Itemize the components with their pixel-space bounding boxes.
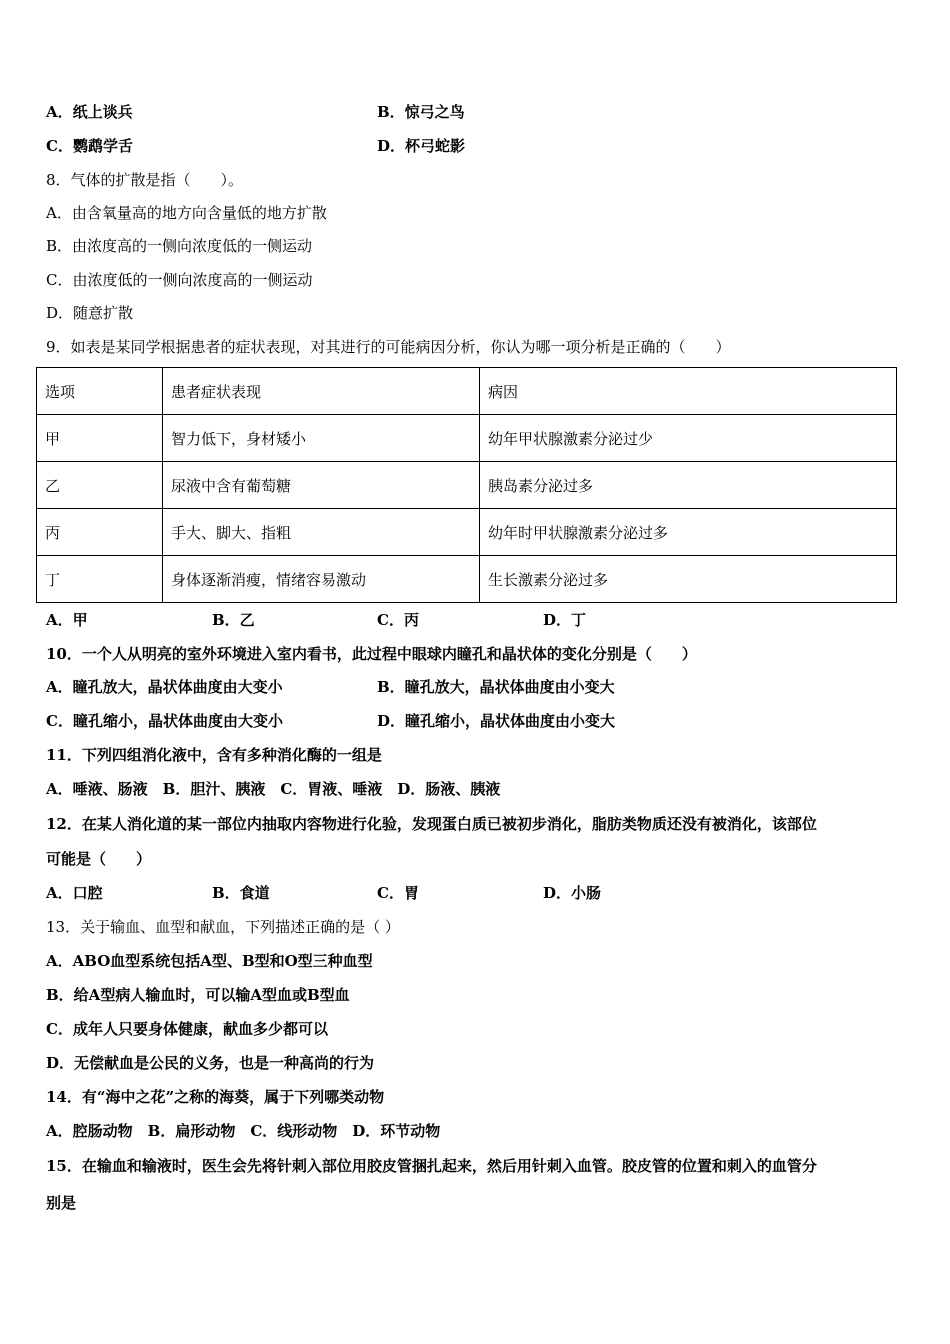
- q7-option-d: D．杯弓蛇影: [377, 137, 466, 155]
- q13-option-b: B．给A型病人输血时，可以输A型血或B型血: [46, 986, 350, 1004]
- q8-option-b: B．由浓度高的一侧向浓度低的一侧运动: [46, 237, 313, 255]
- q10-option-c: C．瞳孔缩小，晶状体曲度由大变小: [46, 712, 283, 730]
- table-cell: 丁: [37, 556, 163, 603]
- table-cell: 幼年甲状腺激素分泌过少: [480, 415, 897, 462]
- table-cell: 智力低下，身材矮小: [163, 415, 480, 462]
- q11-stem: 11．下列四组消化液中，含有多种消化酶的一组是: [46, 746, 382, 764]
- q9-option-a: A．甲: [46, 611, 88, 629]
- table-cell: 甲: [37, 415, 163, 462]
- table-row: [37, 462, 897, 509]
- table-cell: 生长激素分泌过多: [480, 556, 897, 603]
- q10-option-a: A．瞳孔放大，晶状体曲度由大变小: [46, 678, 283, 696]
- table-cell: 幼年时甲状腺激素分泌过多: [480, 509, 897, 556]
- q9-option-b: B．乙: [212, 611, 255, 629]
- table-header-row: [37, 368, 897, 415]
- q10-option-d: D．瞳孔缩小，晶状体曲度由小变大: [377, 712, 616, 730]
- q9-stem: 9．如表是某同学根据患者的症状表现，对其进行的可能病因分析，你认为哪一项分析是正确的（ ）: [46, 338, 731, 356]
- q7-option-c: C．鹦鹉学舌: [46, 137, 133, 155]
- q14-options: A．腔肠动物 B．扁形动物 C．线形动物 D．环节动物: [46, 1122, 441, 1140]
- table-header-cell: 病因: [480, 368, 897, 415]
- q14-stem: 14．有“海中之花”之称的海葵，属于下列哪类动物: [46, 1088, 385, 1106]
- table-row: [37, 509, 897, 556]
- q12-stem-line2: 可能是（ ）: [46, 850, 152, 868]
- table-header-cell: 选项: [37, 368, 163, 415]
- q13-stem: 13．关于输血、血型和献血，下列描述正确的是（ ）: [46, 918, 400, 936]
- table-row: [37, 415, 897, 462]
- q7-option-b: B．惊弓之鸟: [377, 103, 465, 121]
- table-row: [37, 556, 897, 603]
- table-cell: 胰岛素分泌过多: [480, 462, 897, 509]
- table-cell: 尿液中含有葡萄糖: [163, 462, 480, 509]
- table-cell: 丙: [37, 509, 163, 556]
- q10-option-b: B．瞳孔放大，晶状体曲度由小变大: [377, 678, 615, 696]
- q9-option-c: C．丙: [377, 611, 419, 629]
- q12-option-b: B．食道: [212, 884, 270, 902]
- q12-option-d: D．小肠: [543, 884, 602, 902]
- q7-option-a: A．纸上谈兵: [46, 103, 133, 121]
- table-cell: 身体逐渐消瘦，情绪容易激动: [163, 556, 480, 603]
- q13-option-c: C．成年人只要身体健康，献血多少都可以: [46, 1020, 328, 1038]
- q9-table: [36, 367, 897, 603]
- q8-option-c: C．由浓度低的一侧向浓度高的一侧运动: [46, 271, 313, 289]
- q12-option-c: C．胃: [377, 884, 419, 902]
- table-cell: 手大、脚大、指粗: [163, 509, 480, 556]
- q15-stem-line1: 15．在输血和输液时，医生会先将针刺入部位用胶皮管捆扎起来，然后用针刺入血管。胶皮管的位置和刺入的血管分: [46, 1157, 817, 1175]
- q9-option-d: D．丁: [543, 611, 587, 629]
- q13-option-a: A．ABO血型系统包括A型、B型和O型三种血型: [46, 952, 373, 970]
- q8-option-d: D．随意扩散: [46, 304, 134, 322]
- table-cell: 乙: [37, 462, 163, 509]
- q12-stem-line1: 12．在某人消化道的某一部位内抽取内容物进行化验，发现蛋白质已被初步消化，脂肪类物质还没有被消化，该部位: [46, 815, 817, 833]
- q12-option-a: A．口腔: [46, 884, 103, 902]
- q15-stem-line2: 别是: [46, 1194, 77, 1212]
- table-header-cell: 患者症状表现: [163, 368, 480, 415]
- q11-options: A．唾液、肠液 B．胆汁、胰液 C．胃液、唾液 D．肠液、胰液: [46, 780, 501, 798]
- q13-option-d: D．无偿献血是公民的义务，也是一种高尚的行为: [46, 1054, 375, 1072]
- q8-option-a: A．由含氧量高的地方向含量低的地方扩散: [46, 204, 327, 222]
- q8-stem: 8．气体的扩散是指（ ）。: [46, 171, 244, 189]
- q10-stem: 10．一个人从明亮的室外环境进入室内看书，此过程中眼球内瞳孔和晶状体的变化分别是（ ）: [46, 645, 697, 663]
